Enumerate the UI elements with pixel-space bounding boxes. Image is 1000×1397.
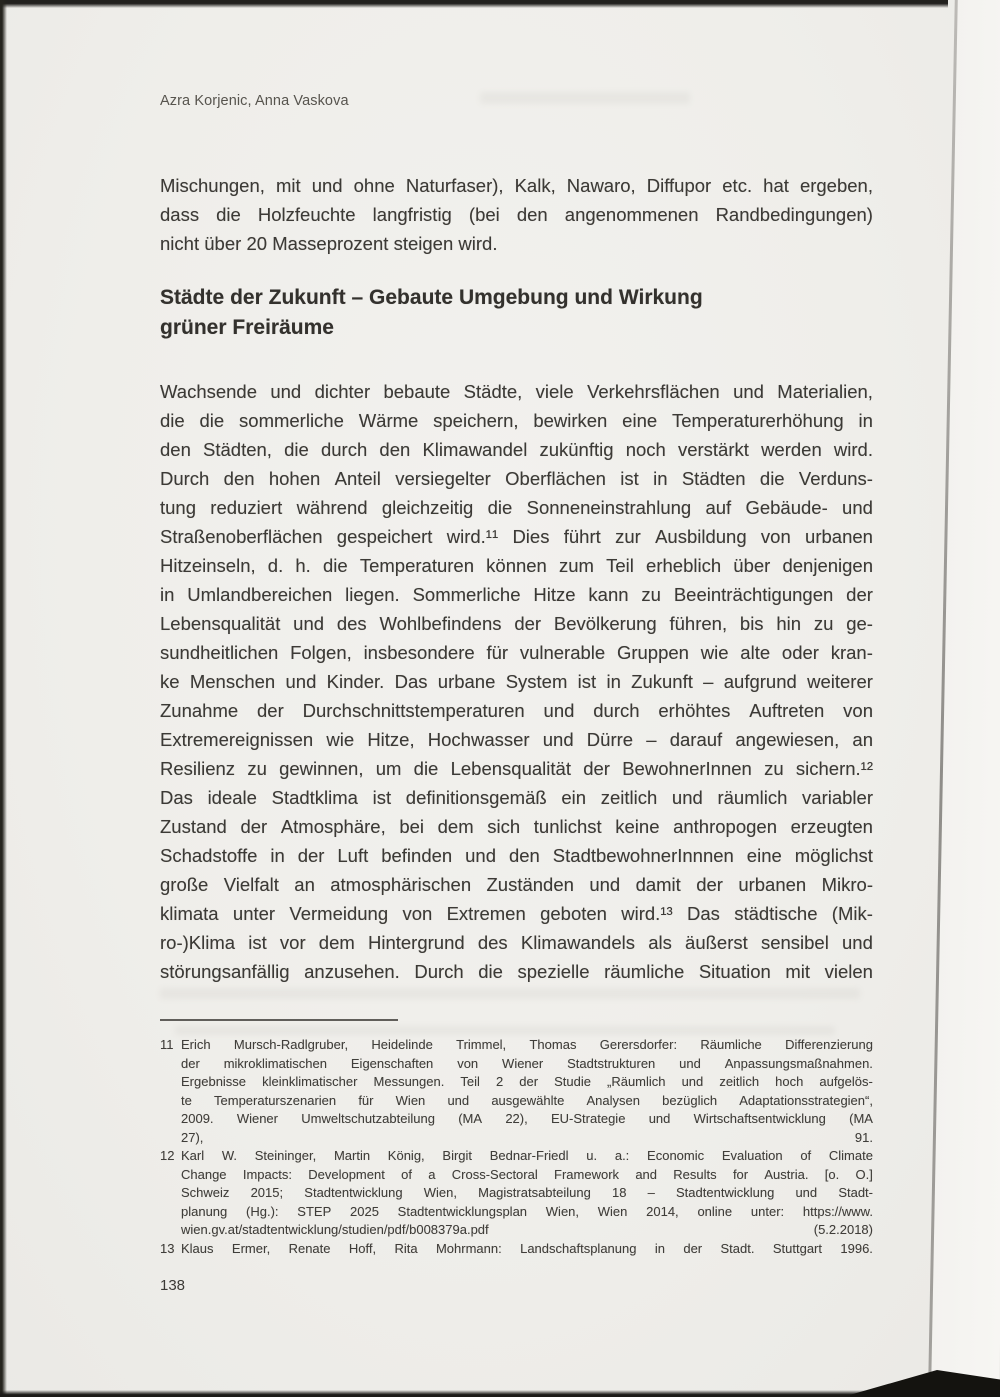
bleed-through-ghost bbox=[175, 1026, 835, 1035]
intro-paragraph: Mischungen, mit und ohne Naturfaser), Kalk, Nawaro, Diffupor etc. hat ergeben, dass die Holzfeuchte langfristig (bei den angenommenen Randbedingungen) nicht über 20 Masseprozent steigen wird. bbox=[160, 175, 873, 254]
bleed-through-ghost bbox=[480, 92, 690, 104]
page-number: 138 bbox=[160, 1277, 186, 1294]
adjacent-page-strip bbox=[929, 0, 1000, 1397]
footnote-13 bbox=[160, 1240, 873, 1259]
scan-edge-left bbox=[0, 0, 7, 1397]
footnote-11 bbox=[160, 1036, 873, 1147]
footnote-text: Karl W. Steininger, Martin König, Birgit Bednar-Friedl u. a.: Economic Evaluation of Climate Change Impacts: Development of a Cross-Sectoral Framework and Results for Austria. [o. O.] Schweiz 2015; Stadtentwicklung Wien, Magistratsabteilung 18 – Stadtentwicklung und Stadt- planung (Hg.): STEP 2025 Stadtentwicklungsplan Wien, Wien 2014, online unter: https://www. wien.gv.at/stadtentwicklung/studien/pdf/b008379a.pdf (5.2.2018) bbox=[181, 1148, 873, 1237]
footnote-number: 11 bbox=[160, 1037, 174, 1052]
scan-edge-top bbox=[0, 0, 948, 8]
body-paragraph: Wachsende und dichter bebaute Städte, viele Verkehrsflächen und Materialien, die die sommerliche Wärme speichern, bewirken eine Temperaturerhöhung in den Städten, die durch den Klimawandel zukünftig noch verstärkt werden wird. Durch den hohen Anteil versiegelter Oberflächen ist in Städten die Verduns- tung reduziert während gleichzeitig die Sonneneinstrahlung auf Gebäude- und Straßenoberflächen gespeichert wird.¹¹ Dies führt zur Ausbildung von urbanen Hitzeinseln, d. h. die Temperaturen können zum Teil erheblich über denjenigen in Umlandbereichen liegen. Sommerliche Hitze kann zu Beeinträchtigungen der Lebensqualität und des Wohlbefindens der Bevölkerung führen, bis hin zu ge- sundheitlichen Folgen, insbesondere für vulnerable Gruppen wie alte oder kran- ke Menschen und Kinder. Das urbane System ist in Zukunft – aufgrund weiterer Zunahme der Durchschnittstemperaturen und durch erhöhtes Auftreten von Extremereignissen wie Hitze, Hochwasser und Dürre – darauf angewiesen, an Resilienz zu gewinnen, um die Lebensqualität der BewohnerInnen zu sichern.¹² Das ideale Stadtklima ist definitionsgemäß ein zeitlich und räumlich variabler Zustand der Atmosphäre, bei dem sich tunlichst keine anthropogen erzeugten Schadstoffe in der Luft befinden und den StadtbewohnerInnnen eine möglichst große Vielfalt an atmosphärischen Zuständen und damit der urbanen Mikro- klimata unter Vermeidung von Extremen geboten wird.¹³ Das städtische (Mik- ro-)Klima ist vor dem Hintergrund des Klimawandels als äußerst sensibel und störungsanfällig anzusehen. Durch die spezielle räumliche Situation mit vielen bbox=[160, 381, 873, 982]
footnote-text: Erich Mursch-Radlgruber, Heidelinde Trimmel, Thomas Gerersdorfer: Räumliche Differenzierung der mikroklimatischen Eigenschaften von Wiener Stadtstrukturen und Anpassungsmaßnahmen. Ergebnisse kleinklimatischer Messungen. Teil 2 der Studie „Räumlich und zeitlich hoch aufgelös- te Temperaturszenarien für Wien und ausgewählte Analysen bezüglich Adaptationsstrategien“, 2009. Wiener Umweltschutzabteilung (MA 22), EU-Strategie und Wirtschaftsentwicklung (MA 27), 91. bbox=[181, 1037, 873, 1145]
bleed-through-ghost bbox=[160, 988, 860, 999]
running-header-authors: Azra Korjenic, Anna Vaskova bbox=[160, 93, 349, 109]
footnotes-section bbox=[160, 1036, 873, 1258]
footnote-number: 13 bbox=[160, 1240, 175, 1256]
footnote-number: 12 bbox=[160, 1148, 175, 1163]
footnote-12 bbox=[160, 1147, 873, 1240]
section-heading: Städte der Zukunft – Gebaute Umgebung und Wirkung grüner Freiräume bbox=[160, 286, 703, 339]
footnote-divider-rule bbox=[160, 1019, 398, 1021]
footnote-text: Klaus Ermer, Renate Hoff, Rita Mohrmann: Landschaftsplanung in der Stadt. Stuttgart 1996. bbox=[181, 1240, 873, 1256]
